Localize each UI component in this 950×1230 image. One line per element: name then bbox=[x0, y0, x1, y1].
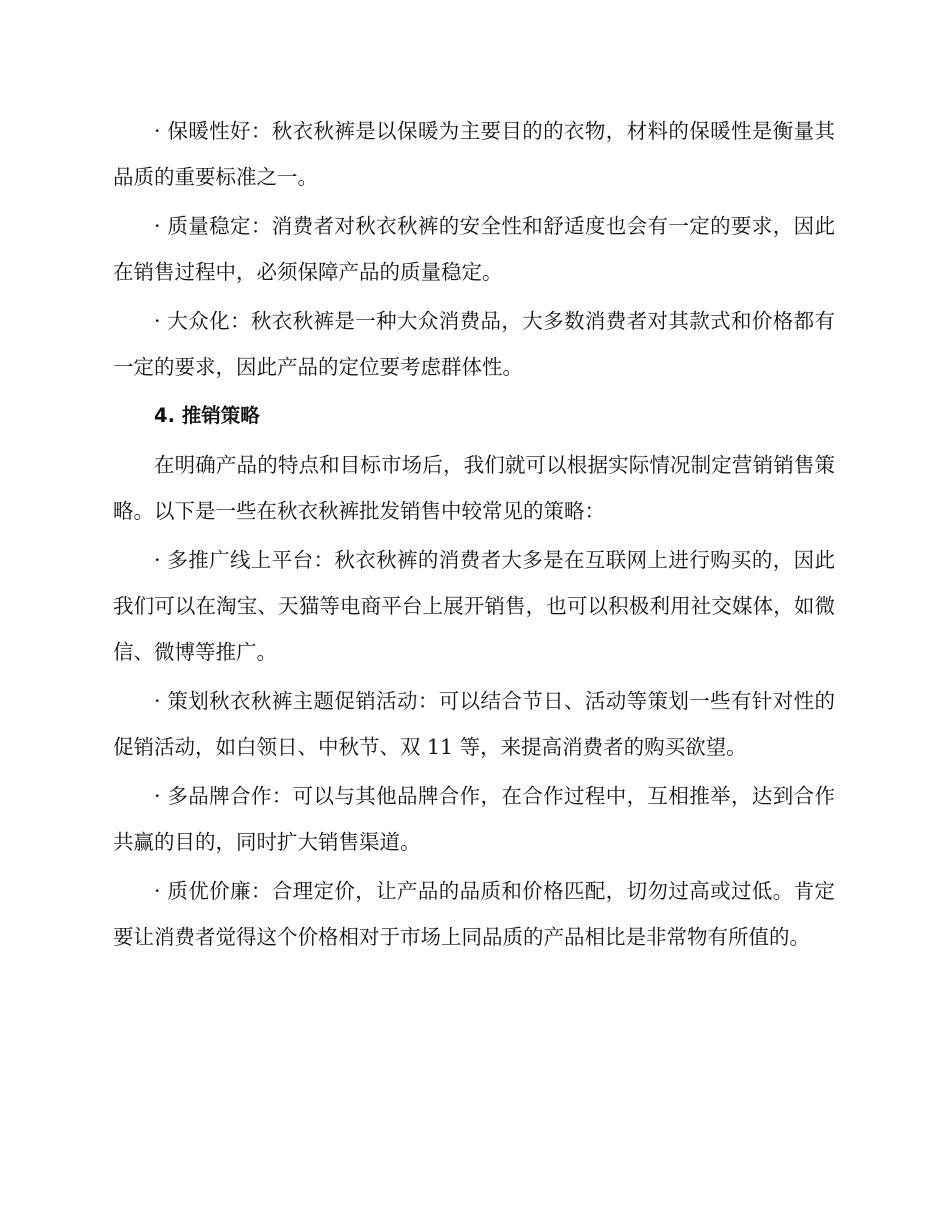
paragraph-intro: 在明确产品的特点和目标市场后，我们就可以根据实际情况制定营销销售策略。以下是一些在秋衣秋裤批发销售中较常见的策略： bbox=[113, 453, 835, 523]
document-page bbox=[113, 108, 835, 963]
paragraph-pricing: · 质优价廉：合理定价，让产品的品质和价格匹配，切勿过高或过低。肯定要让消费者觉得这个价格相对于市场上同品质的产品相比是非常物有所值的。 bbox=[113, 879, 835, 949]
paragraph-brand-cooperation: · 多品牌合作：可以与其他品牌合作，在合作过程中，互相推举，达到合作共赢的目的，同时扩大销售渠道。 bbox=[113, 784, 835, 854]
paragraph-themed-campaign: · 策划秋衣秋裤主题促销活动：可以结合节日、活动等策划一些有针对性的促销活动，如白领日、中秋节、双 11 等，来提高消费者的购买欲望。 bbox=[113, 689, 835, 759]
paragraph-quality: · 质量稳定：消费者对秋衣秋裤的安全性和舒适度也会有一定的要求，因此在销售过程中，必须保障产品的质量稳定。 bbox=[113, 214, 835, 284]
paragraph-warmth: · 保暖性好：秋衣秋裤是以保暖为主要目的的衣物，材料的保暖性是衡量其品质的重要标准之一。 bbox=[113, 119, 835, 189]
section-heading: 4. 推销策略 bbox=[154, 404, 260, 427]
paragraph-mass-market: · 大众化：秋衣秋裤是一种大众消费品，大多数消费者对其款式和价格都有一定的要求，因此产品的定位要考虑群体性。 bbox=[113, 309, 835, 379]
paragraph-online-promotion: · 多推广线上平台：秋衣秋裤的消费者大多是在互联网上进行购买的，因此我们可以在淘宝、天猫等电商平台上展开销售，也可以积极利用社交媒体，如微信、微博等推广。 bbox=[113, 548, 835, 664]
